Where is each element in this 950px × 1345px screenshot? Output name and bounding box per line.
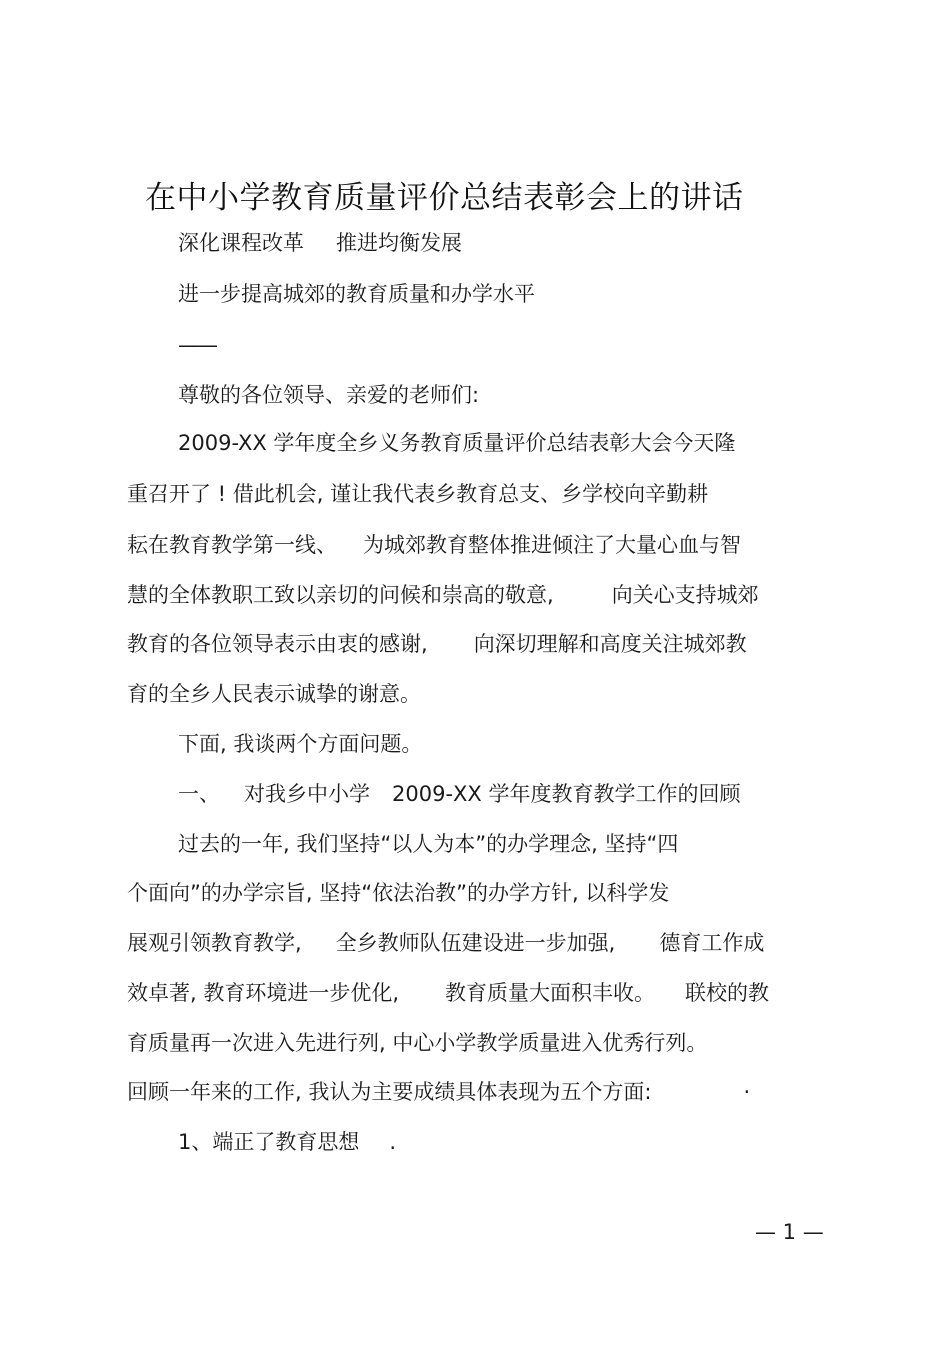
paragraph-1-line-5 xyxy=(127,629,747,659)
text-segment: 向关心支持城郊 xyxy=(611,583,759,607)
paragraph-1-line-4 xyxy=(127,580,759,610)
text-segment: 教育质量大面积丰收。 xyxy=(445,981,656,1005)
paragraph-1-line-6: 育的全乡人民表示诚挚的谢意。 xyxy=(127,682,421,706)
text-segment: 慧的全体教职工致以亲切的问候和崇高的敬意, xyxy=(127,583,554,607)
text-segment: 回顾一年来的工作, 我认为主要成绩具体表现为五个方面: xyxy=(127,1080,652,1104)
paragraph-1-line-1: 2009-XX 学年度全乡义务教育质量评价总结表彰大会今天隆 xyxy=(178,431,736,455)
subtitle-line-1 xyxy=(178,228,462,258)
section-title-part-a: 对我乡中小学 xyxy=(244,782,370,806)
section-title-part-b: 2009-XX 学年度教育教学工作的回顾 xyxy=(392,782,741,806)
trailing-dot: . xyxy=(389,1130,397,1154)
text-segment: 全乡教师队伍建设进一步加强, xyxy=(335,931,616,955)
subtitle-part-b: 推进均衡发展 xyxy=(336,231,462,255)
text-segment: 耘在教育教学第一线、 xyxy=(127,533,337,557)
text-segment: 教育的各位领导表示由衷的感谢, xyxy=(127,632,428,656)
paragraph-1-line-3 xyxy=(127,530,741,560)
salutation: 尊敬的各位领导、亲爱的老师们: xyxy=(178,383,480,407)
section-number: 一、 xyxy=(178,782,220,806)
text-segment: 德育工作成 xyxy=(659,931,765,955)
text-segment: 向深切理解和高度关注城郊教 xyxy=(473,632,747,656)
subtitle-part-a: 深化课程改革 xyxy=(178,231,304,255)
paragraph-3-line-2: 个面向”的办学宗旨, 坚持“依法治教”的办学方针, 以科学发 xyxy=(127,881,670,905)
text-segment: 展观引领教育教学, xyxy=(127,931,302,955)
text-segment: 联校的教 xyxy=(685,981,770,1005)
paragraph-3-line-4 xyxy=(127,978,769,1008)
paragraph-3-line-5: 育质量再一次进入先进行列, 中心小学教学质量进入优秀行列。 xyxy=(127,1031,708,1055)
paragraph-3-line-1: 过去的一年, 我们坚持“以人为本”的办学理念, 坚持“四 xyxy=(178,832,679,856)
paragraph-3-line-3 xyxy=(127,928,764,958)
paragraph-2: 下面, 我谈两个方面问题。 xyxy=(178,732,423,756)
text-segment: 为城郊教育整体推进倾注了大量心血与智 xyxy=(363,533,741,557)
paragraph-1-line-2: 重召开了 ! 借此机会, 谨让我代表乡教育总支、乡学校向辛勤耕 xyxy=(127,482,709,506)
paragraph-3-line-6 xyxy=(127,1077,750,1107)
list-item-text: 1、端正了教育思想 xyxy=(178,1130,360,1154)
trailing-dot: · xyxy=(743,1080,751,1104)
page-title: 在中小学教育质量评价总结表彰会上的讲话 xyxy=(145,180,744,216)
text-segment: 效卓著, 教育环境进一步优化, xyxy=(127,981,400,1005)
page-number: — 1 — xyxy=(755,1220,824,1244)
list-item-1 xyxy=(178,1127,396,1157)
dash-line: —— xyxy=(178,333,216,357)
subtitle-line-2: 进一步提高城郊的教育质量和办学水平 xyxy=(178,282,535,306)
section-heading-1 xyxy=(178,779,740,809)
